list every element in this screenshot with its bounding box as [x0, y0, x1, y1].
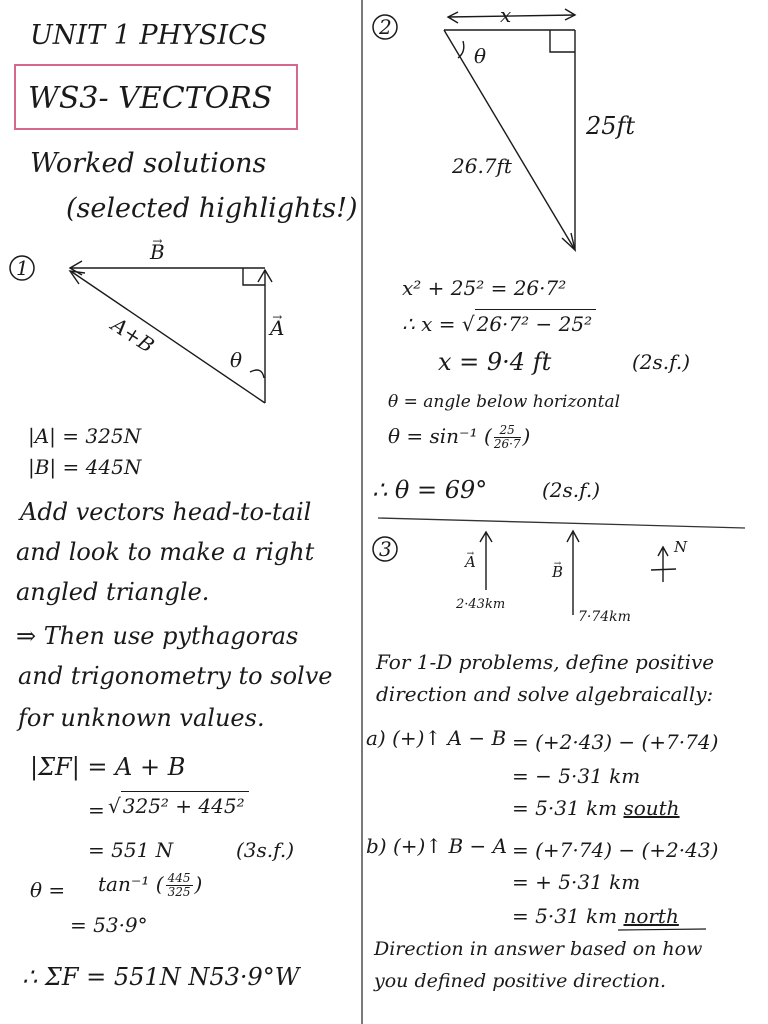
q2-eq3-sf: (2s.f.)	[632, 350, 690, 374]
q2-eq5-den: 26·7	[493, 437, 521, 452]
q1-note-6: for unknown values.	[18, 704, 265, 732]
worksheet-title: WS3- VECTORS	[28, 81, 273, 116]
q2-eq6: ∴ θ = 69°	[372, 476, 488, 504]
q3b-value: = 5·31 km	[512, 904, 618, 928]
q3-vector-a-symbol: → A	[465, 555, 476, 570]
q1-sum-rhs: A + B	[115, 753, 186, 781]
q2-eq1: x² + 25² = 26·7²	[402, 276, 567, 300]
north-crossbar	[651, 569, 676, 570]
q2-eq6-sf: (2s.f.)	[542, 478, 600, 502]
q3a-line-3	[512, 798, 680, 818]
q2-eq5: θ = sin⁻¹ ( $\frac{25}{26\cdot 7}$ )	[388, 423, 531, 452]
q3-number: 3	[379, 537, 392, 561]
q3b-direction: north	[623, 904, 679, 928]
q1-sum-lhs: |ΣF| =	[30, 753, 108, 781]
q3b-line-1: = (+7·74) − (+2·43)	[512, 838, 719, 862]
q3-label-b	[552, 565, 563, 580]
q1-result: = 551 N	[88, 838, 174, 862]
q1-theta-eq: θ =	[30, 878, 66, 902]
q2-number: 2	[379, 15, 392, 39]
q3-vector-b-symbol: → B	[552, 565, 563, 580]
q1-tan-expr: tan⁻¹ ( $\frac{445}{325}$ )	[98, 871, 203, 900]
q2-label-hyp: 26.7ft	[452, 154, 512, 178]
q3-label-a-val: 2·43km	[456, 597, 506, 612]
vector-a-symbol: → A	[270, 318, 284, 338]
vector-b-symbol: → B	[150, 242, 165, 262]
q1-final: ∴ ΣF = 551N N53·9°W	[22, 963, 300, 991]
hypotenuse-arrowhead	[562, 233, 575, 250]
q3-footer-2: you defined positive direction.	[374, 970, 667, 992]
q3b-line-3	[512, 906, 679, 926]
q1-tan-label: tan⁻¹	[98, 872, 150, 897]
q1-label-a	[270, 318, 284, 338]
q3-label-a	[465, 555, 476, 570]
q3-label-b-val: 7·74km	[578, 609, 631, 625]
q1-note-3: angled triangle.	[16, 578, 210, 606]
q1-note-4: ⇒ Then use pythagoras	[16, 622, 299, 650]
intro-line-1: Worked solutions	[30, 148, 267, 179]
q1-triangle-diagram	[70, 261, 272, 403]
q1-number: 1	[16, 256, 29, 280]
q1-given-a: |A| = 325N	[28, 424, 142, 448]
q2-eq5-fraction	[494, 424, 521, 451]
hypotenuse	[444, 30, 575, 250]
q3-footer-1: Direction in answer based on how	[374, 938, 703, 960]
q2-eq5-num: 25	[494, 424, 521, 438]
q1-result-sf: (3s.f.)	[236, 838, 294, 862]
q1-sqrt-eq: =	[88, 798, 105, 822]
right-angle-marker	[550, 30, 575, 52]
q1-note-5: and trigonometry to solve	[18, 662, 333, 690]
q1-given-b: |B| = 445N	[28, 455, 142, 479]
q3a-value: = 5·31 km	[512, 796, 618, 820]
q1-sqrt-expr: √ 325² + 445²	[108, 796, 249, 816]
q2-triangle-diagram	[444, 9, 575, 250]
q3b-line-2: = + 5·31 km	[512, 870, 641, 894]
q1-label-b	[150, 242, 165, 262]
q1-note-1: Add vectors head-to-tail	[20, 498, 312, 526]
q3-note-2: direction and solve algebraically:	[376, 682, 714, 706]
resultant-line	[72, 272, 265, 403]
x-dimension-line	[448, 15, 575, 17]
q2-label-x: x	[500, 3, 512, 27]
q3-note-1: For 1-D problems, define positive	[376, 650, 715, 674]
q2-eq2-radicand: 26·7² − 25²	[475, 309, 597, 336]
q1-theta-val: = 53·9°	[70, 913, 148, 937]
q3-vector-diagram	[480, 531, 676, 615]
q1-note-2: and look to make a right	[16, 538, 315, 566]
q1-sqrt-radicand: 325² + 445²	[121, 791, 249, 818]
q1-tan-num: 445	[167, 871, 191, 885]
unit-heading: UNIT 1 PHYSICS	[30, 20, 268, 51]
q2-eq4: θ = angle below horizontal	[388, 392, 621, 412]
q2-label-theta: θ	[474, 44, 487, 68]
q1-tan-fraction	[166, 872, 193, 899]
theta-arc	[250, 370, 264, 378]
q2-eq5-prefix: θ = sin⁻¹	[388, 424, 478, 449]
q1-tan-den: 325	[167, 885, 191, 900]
q2-eq2-prefix: ∴ x =	[402, 312, 456, 336]
q1-label-sum: A+B	[107, 312, 159, 358]
intro-line-2: (selected highlights!)	[66, 193, 358, 224]
q3a-line-2: = − 5·31 km	[512, 764, 641, 788]
q3a-direction: south	[623, 796, 680, 820]
q2-eq2: ∴ x = √ 26·7² − 25²	[402, 314, 596, 334]
q2-label-side: 25ft	[586, 112, 636, 140]
q1-label-theta: θ	[230, 348, 243, 372]
q2-eq3: x = 9·4 ft	[438, 348, 552, 376]
q3b-label: b) (+)↑ B − A	[366, 834, 508, 858]
q3a-label: a) (+)↑ A − B	[366, 726, 507, 750]
q3a-line-1: = (+2·43) − (+7·74)	[512, 730, 719, 754]
q3-label-n: N	[674, 538, 688, 556]
